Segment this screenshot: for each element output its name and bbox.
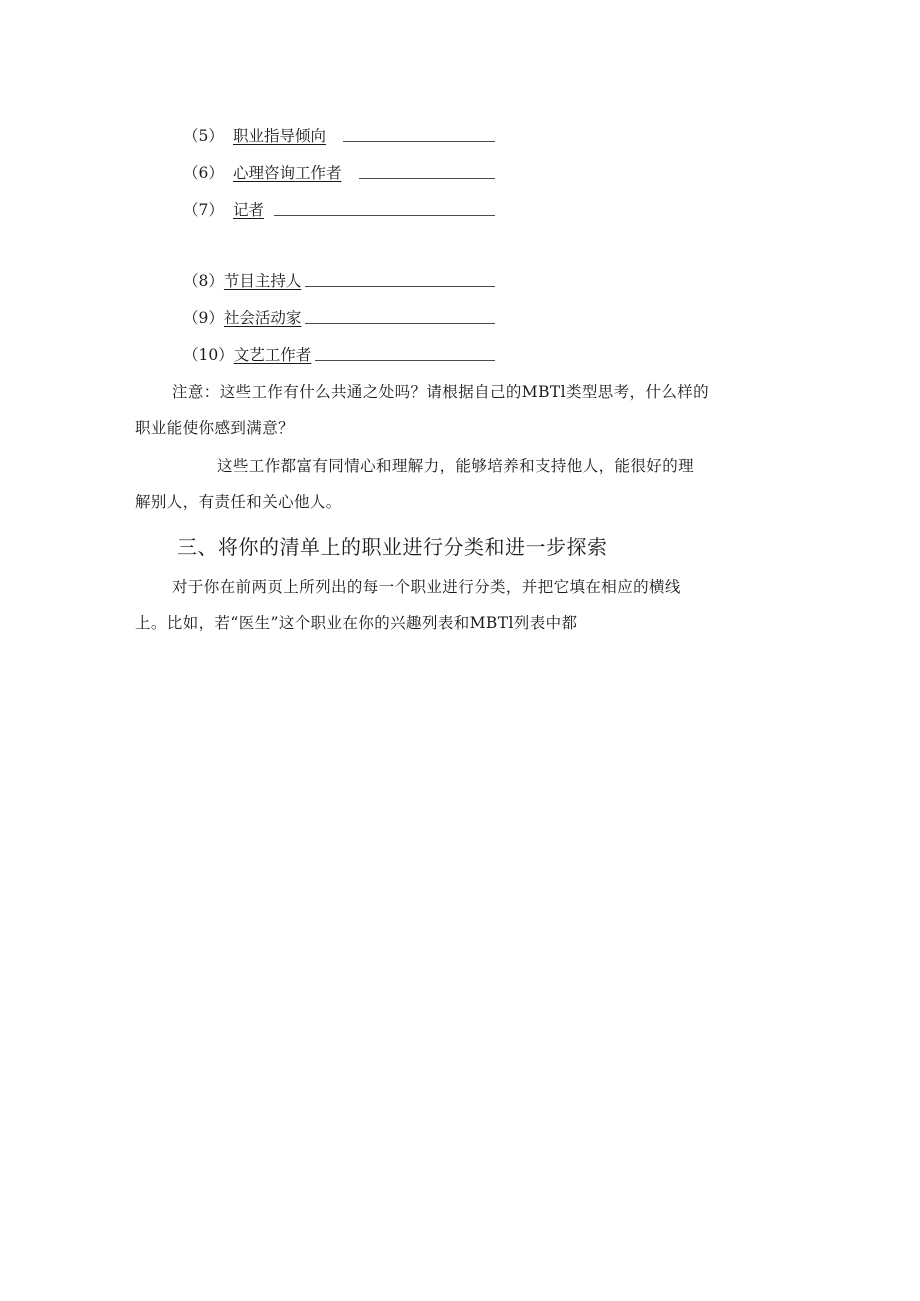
section-body-line-1: 对于你在前两页上所列出的每一个职业进行分类，并把它填在相应的横线	[172, 578, 681, 596]
list-item-number: （7）	[183, 201, 224, 219]
answer-line-1: 这些工作都富有同情心和理解力，能够培养和支持他人，能很好的理	[217, 457, 695, 475]
list-item-label: 节目主持人	[223, 272, 302, 290]
list-item-number: （8）	[183, 272, 224, 290]
list-item-number: （5）	[183, 127, 224, 145]
list-item-10	[183, 343, 311, 367]
list-item-6	[183, 161, 342, 185]
list-item-number: （9）	[183, 309, 224, 327]
list-item-label: 文艺工作者	[233, 346, 312, 364]
list-item-label: 社会活动家	[223, 309, 302, 327]
fill-in-blank-line	[343, 141, 495, 142]
fill-in-blank-line	[274, 215, 495, 216]
list-item-label: 职业指导倾向	[233, 127, 327, 145]
note-line-1: 注意：这些工作有什么共通之处吗？请根据自己的MBTl类型思考，什么样的	[172, 383, 710, 401]
list-item-label: 记者	[233, 201, 265, 219]
fill-in-blank-line	[359, 178, 495, 179]
list-item-7	[183, 198, 264, 222]
list-item-8	[183, 269, 301, 293]
section-heading: 三、将你的清单上的职业进行分类和进一步探索	[177, 535, 608, 559]
note-line-2: 职业能使你感到满意？	[135, 419, 295, 437]
list-item-5	[183, 124, 326, 148]
list-item-number: （10）	[183, 346, 234, 364]
fill-in-blank-line	[315, 360, 495, 361]
list-item-label: 心理咨询工作者	[233, 164, 342, 182]
fill-in-blank-line	[305, 286, 495, 287]
section-body-line-2: 上。比如，若“医生”这个职业在你的兴趣列表和MBTl列表中都	[135, 614, 578, 632]
answer-line-2: 解别人，有责任和关心他人。	[135, 493, 342, 511]
list-item-number: （6）	[183, 164, 224, 182]
list-item-9	[183, 306, 301, 330]
fill-in-blank-line	[305, 323, 495, 324]
